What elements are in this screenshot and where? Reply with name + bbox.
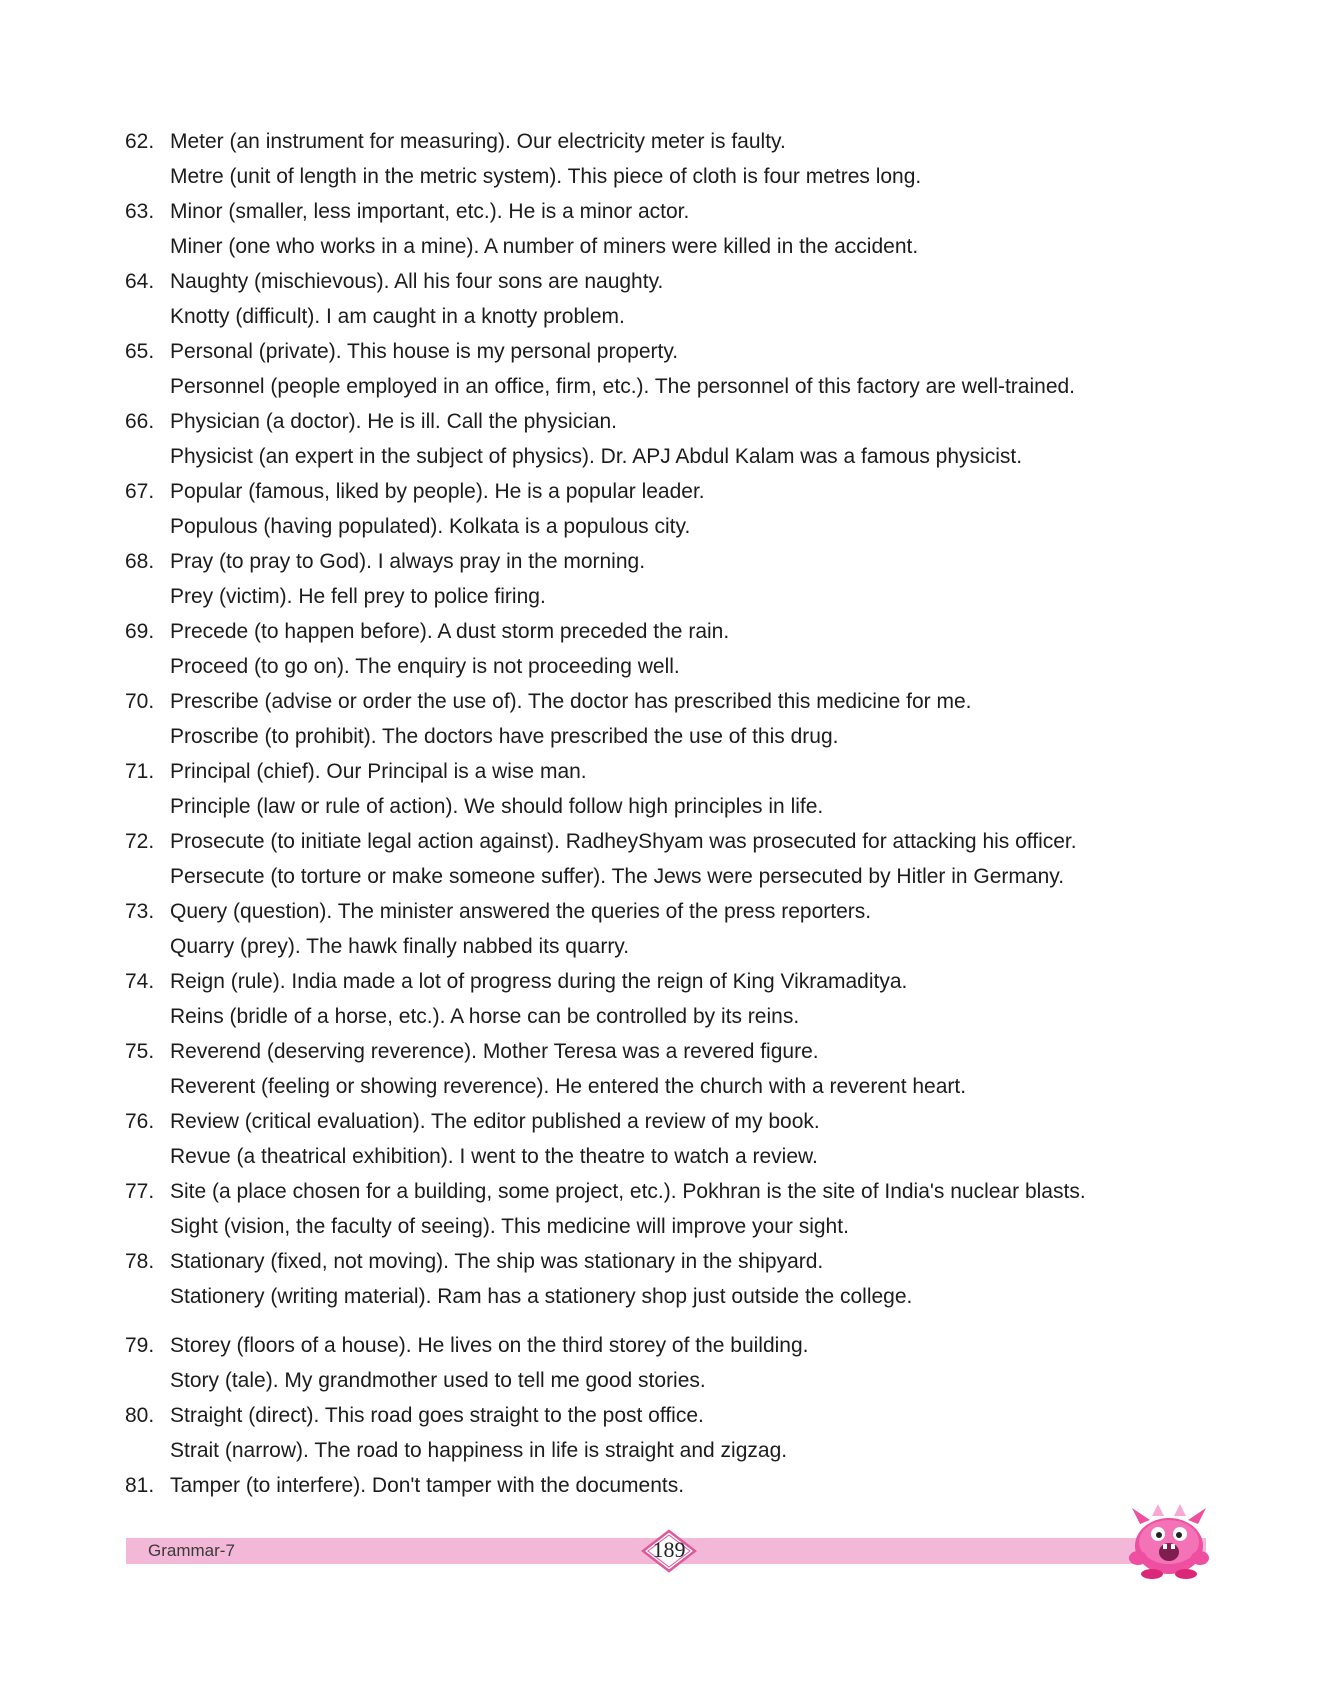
item-word-line: Reverend (deserving reverence). Mother Teresa was a revered figure. — [170, 1040, 819, 1063]
item-word-line: Reign (rule). India made a lot of progress during the reign of King Vikramaditya. — [170, 970, 908, 993]
item-pair-line: Story (tale). My grandmother used to tell me good stories. — [170, 1369, 706, 1392]
item-pair-line: Proscribe (to prohibit). The doctors have prescribed the use of this drug. — [170, 725, 839, 748]
item-pair-line: Metre (unit of length in the metric system). This piece of cloth is four metres long. — [170, 165, 922, 188]
item-number: 63. — [125, 200, 155, 223]
item-number: 67. — [125, 480, 155, 503]
item-number: 68. — [125, 550, 155, 573]
item-number: 74. — [125, 970, 155, 993]
item-word-line: Storey (floors of a house). He lives on the third storey of the building. — [170, 1334, 809, 1357]
item-word-line: Minor (smaller, less important, etc.). He is a minor actor. — [170, 200, 690, 223]
item-word-line: Pray (to pray to God). I always pray in the morning. — [170, 550, 646, 573]
list-item — [125, 544, 1245, 614]
item-number: 71. — [125, 760, 155, 783]
item-word-line: Meter (an instrument for measuring). Our electricity meter is faulty. — [170, 130, 786, 153]
list-item — [125, 1328, 1245, 1398]
item-pair-line: Populous (having populated). Kolkata is a populous city. — [170, 515, 691, 538]
item-number: 73. — [125, 900, 155, 923]
item-word-line: Prescribe (advise or order the use of). The doctor has prescribed this medicine for me. — [170, 690, 972, 713]
list-item — [125, 684, 1245, 754]
item-pair-line: Sight (vision, the faculty of seeing). This medicine will improve your sight. — [170, 1215, 849, 1238]
item-pair-line: Quarry (prey). The hawk finally nabbed its quarry. — [170, 935, 630, 958]
item-pair-line: Reins (bridle of a horse, etc.). A horse can be controlled by its reins. — [170, 1005, 800, 1028]
item-pair-line: Persecute (to torture or make someone suffer). The Jews were persecuted by Hitler in Germany. — [170, 865, 1065, 888]
pink-monster-mascot-icon — [1124, 1502, 1214, 1580]
list-item — [125, 1398, 1245, 1468]
item-number: 66. — [125, 410, 155, 433]
item-pair-line: Principle (law or rule of action). We should follow high principles in life. — [170, 795, 824, 818]
item-number: 75. — [125, 1040, 155, 1063]
item-number: 62. — [125, 130, 155, 153]
item-number: 72. — [125, 830, 155, 853]
item-pair-line: Personnel (people employed in an office, firm, etc.). The personnel of this factory are well-trained. — [170, 375, 1076, 398]
list-item — [125, 264, 1245, 334]
item-word-line: Naughty (mischievous). All his four sons are naughty. — [170, 270, 664, 293]
list-item — [125, 404, 1245, 474]
list-item — [125, 754, 1245, 824]
list-item — [125, 824, 1245, 894]
item-pair-line: Prey (victim). He fell prey to police firing. — [170, 585, 546, 608]
list-item — [125, 964, 1245, 1034]
item-number: 69. — [125, 620, 155, 643]
item-word-line: Stationary (fixed, not moving). The ship was stationary in the shipyard. — [170, 1250, 824, 1273]
item-number: 80. — [125, 1404, 155, 1427]
item-pair-line: Proceed (to go on). The enquiry is not proceeding well. — [170, 655, 680, 678]
list-item — [125, 1244, 1245, 1314]
item-number: 81. — [125, 1474, 155, 1497]
item-number: 65. — [125, 340, 155, 363]
list-item — [125, 1174, 1245, 1244]
word-list — [125, 124, 1245, 1503]
item-word-line: Prosecute (to initiate legal action against). RadheyShyam was prosecuted for attacking his officer. — [170, 830, 1077, 853]
list-item — [125, 1468, 1245, 1503]
item-pair-line: Stationery (writing material). Ram has a stationery shop just outside the college. — [170, 1285, 913, 1308]
item-pair-line: Strait (narrow). The road to happiness in life is straight and zigzag. — [170, 1439, 788, 1462]
item-word-line: Query (question). The minister answered the queries of the press reporters. — [170, 900, 872, 923]
list-item — [125, 1034, 1245, 1104]
item-pair-line: Knotty (difficult). I am caught in a knotty problem. — [170, 305, 625, 328]
item-word-line: Popular (famous, liked by people). He is a popular leader. — [170, 480, 705, 503]
item-word-line: Tamper (to interfere). Don't tamper with the documents. — [170, 1474, 685, 1497]
item-number: 76. — [125, 1110, 155, 1133]
list-item — [125, 614, 1245, 684]
item-word-line: Physician (a doctor). He is ill. Call the physician. — [170, 410, 618, 433]
list-item — [125, 194, 1245, 264]
item-word-line: Principal (chief). Our Principal is a wise man. — [170, 760, 587, 783]
item-word-line: Site (a place chosen for a building, some project, etc.). Pokhran is the site of India's nuclear blasts. — [170, 1180, 1086, 1203]
item-word-line: Precede (to happen before). A dust storm preceded the rain. — [170, 620, 730, 643]
item-number: 79. — [125, 1334, 155, 1357]
item-pair-line: Revue (a theatrical exhibition). I went to the theatre to watch a review. — [170, 1145, 818, 1168]
book-label: Grammar-7 — [148, 1541, 235, 1560]
item-word-line: Straight (direct). This road goes straight to the post office. — [170, 1404, 704, 1427]
item-word-line: Review (critical evaluation). The editor published a review of my book. — [170, 1110, 820, 1133]
item-number: 77. — [125, 1180, 155, 1203]
item-pair-line: Reverent (feeling or showing reverence). He entered the church with a reverent heart. — [170, 1075, 967, 1098]
page-number: 189 — [652, 1537, 686, 1562]
list-item — [125, 124, 1245, 194]
list-item — [125, 1104, 1245, 1174]
item-pair-line: Miner (one who works in a mine). A number of miners were killed in the accident. — [170, 235, 919, 258]
item-pair-line: Physicist (an expert in the subject of physics). Dr. APJ Abdul Kalam was a famous physicist. — [170, 445, 1023, 468]
item-number: 70. — [125, 690, 155, 713]
item-word-line: Personal (private). This house is my personal property. — [170, 340, 679, 363]
item-number: 78. — [125, 1250, 155, 1273]
list-item — [125, 334, 1245, 404]
item-number: 64. — [125, 270, 155, 293]
list-item — [125, 894, 1245, 964]
list-item — [125, 474, 1245, 544]
